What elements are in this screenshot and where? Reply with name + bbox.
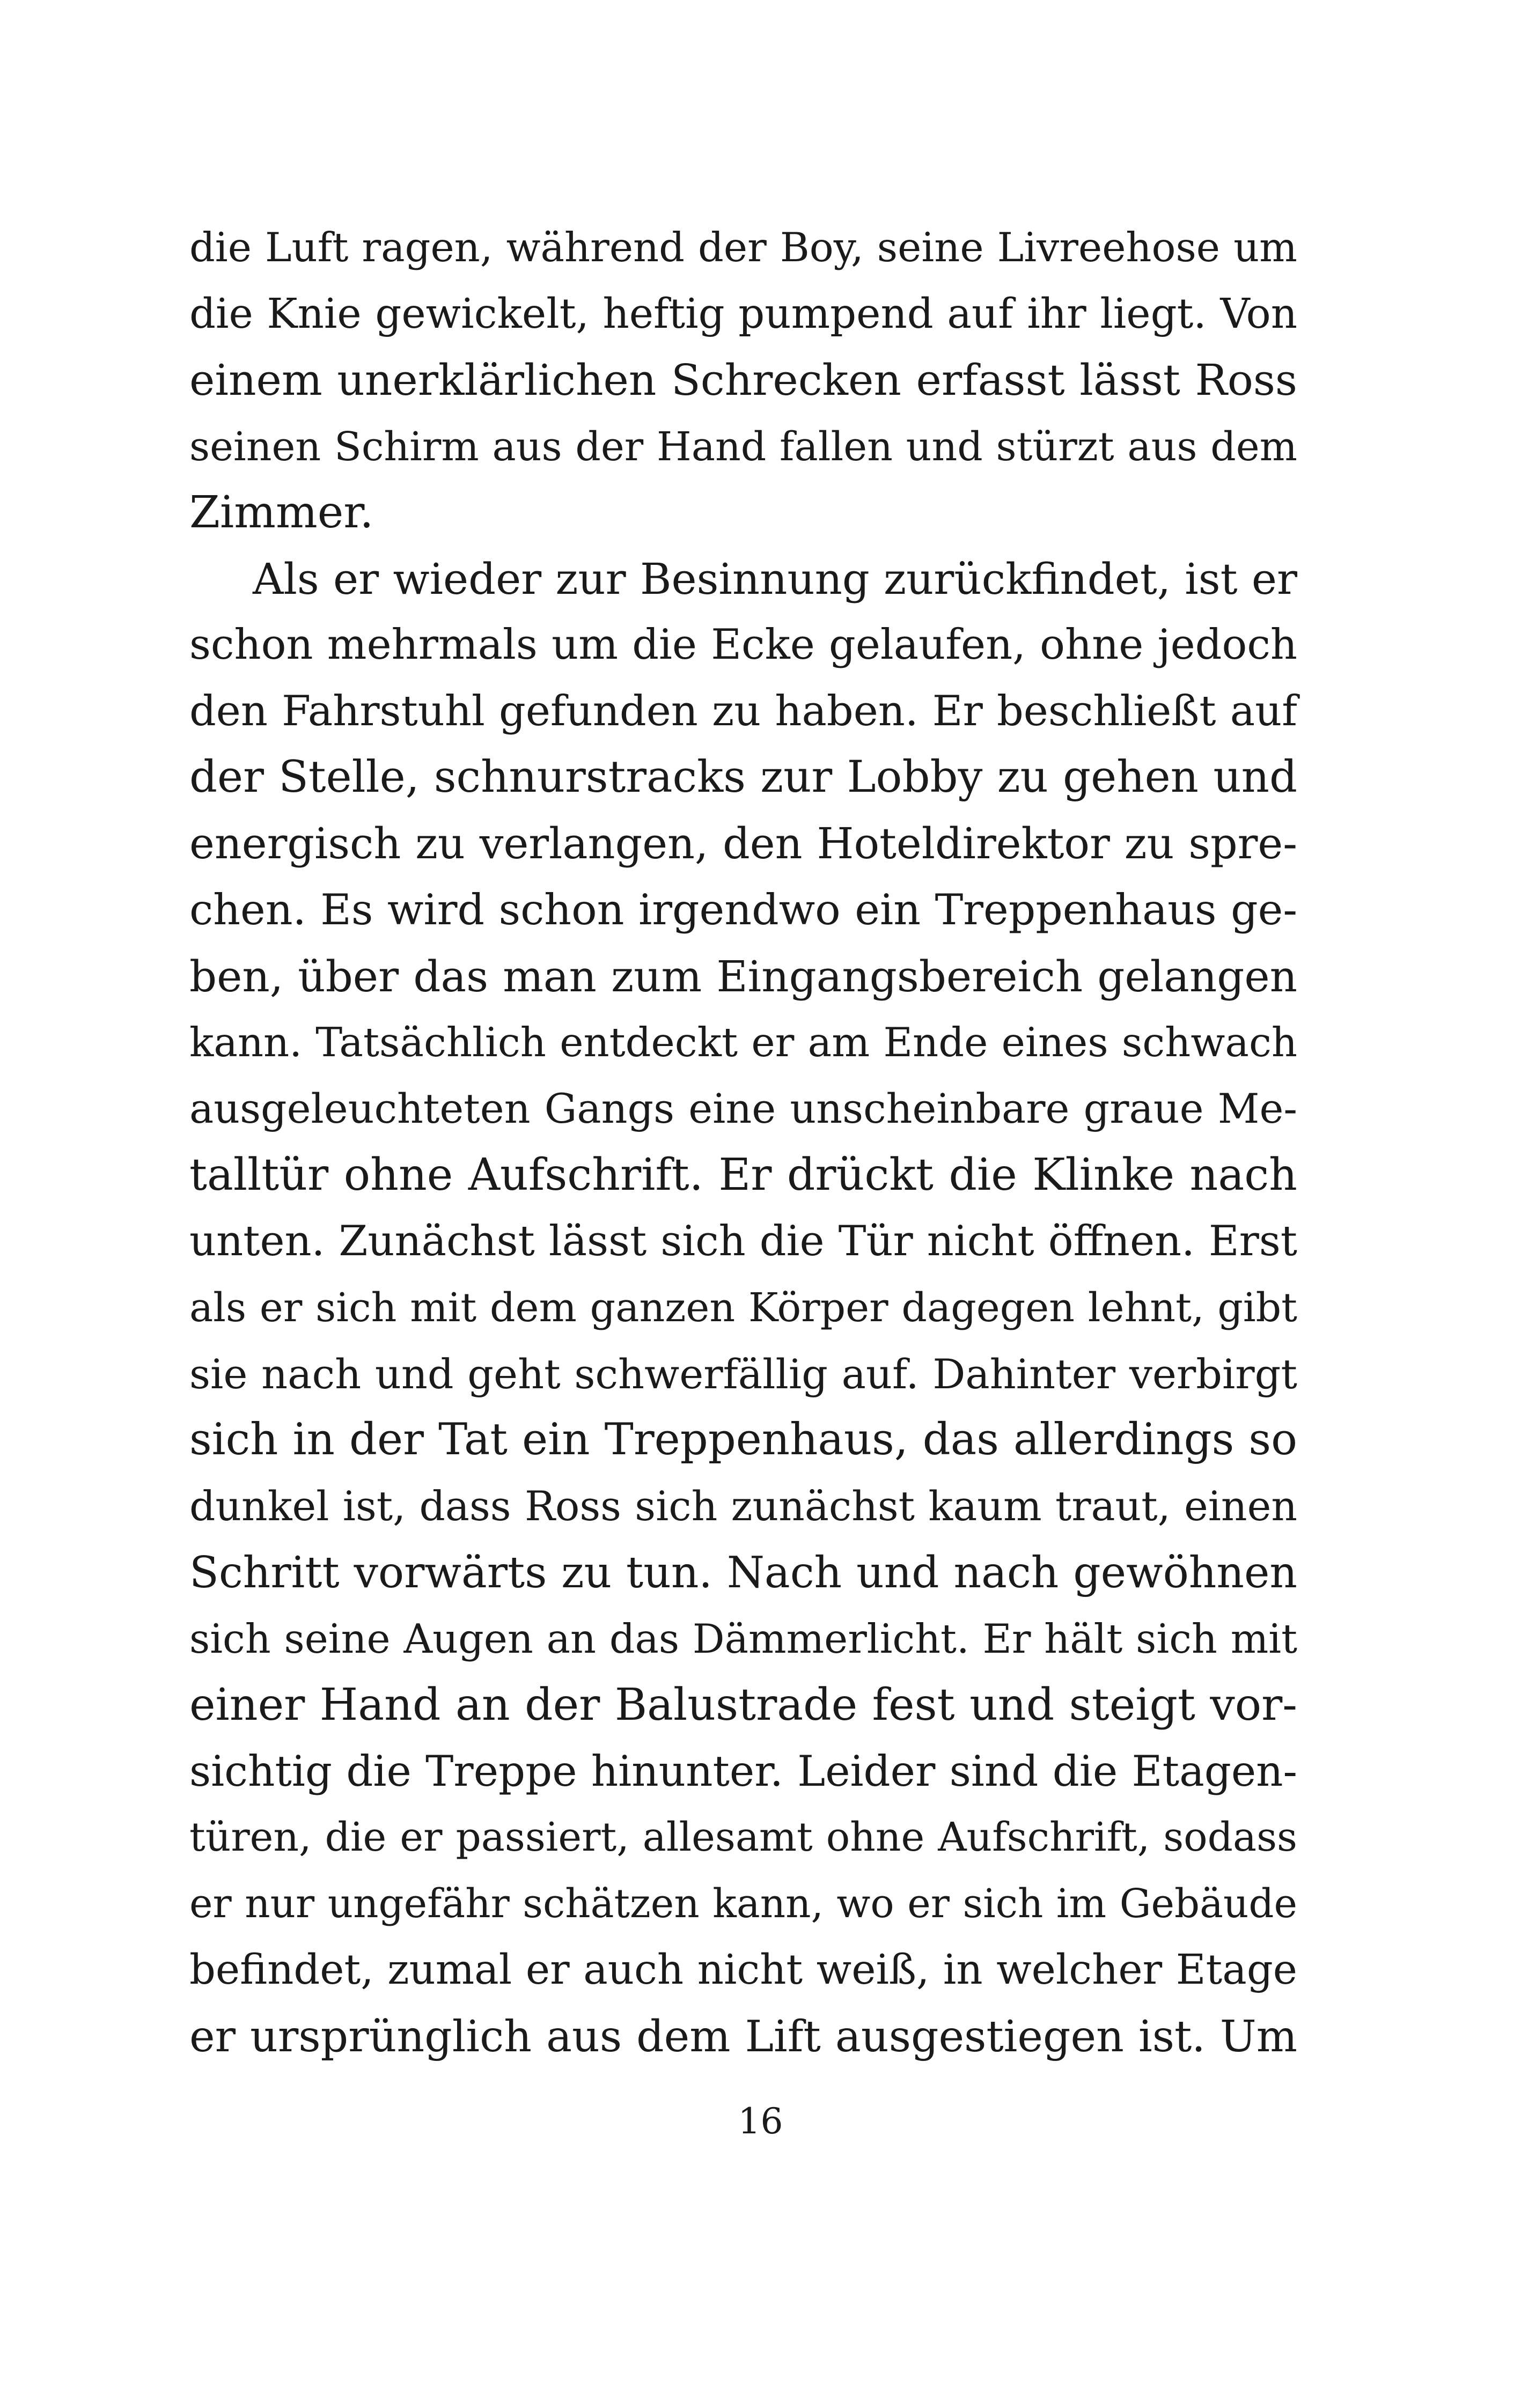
text-line: Schritt vorwärts zu tun. Nach und nach gewöhnen (189, 1548, 1297, 1597)
text-line: sie nach und geht schwerfällig auf. Dahinter verbirgt (189, 1350, 1297, 1398)
text-line: befindet, zumal er auch nicht weiß, in welcher Etage (189, 1946, 1297, 1994)
text-line: der Stelle, schnurstracks zur Lobby zu gehen und (189, 752, 1297, 802)
text-line: er nur ungefähr schätzen kann, wo er sich im Gebäude (189, 1881, 1297, 1927)
text-line: sich in der Tat ein Treppenhaus, das allerdings so (189, 1415, 1297, 1465)
text-line: talltür ohne Aufschrift. Er drückt die Klinke nach (189, 1150, 1297, 1201)
text-line: Als er wieder zur Besinnung zurückfindet, ist er (253, 554, 1297, 604)
text-line: chen. Es wird schon irgendwo ein Treppenhaus ge- (189, 885, 1297, 934)
text-line: energisch zu verlangen, den Hoteldirektor zu spre- (189, 819, 1297, 868)
text-line: die Luft ragen, während der Boy, seine Livreehose um (189, 224, 1297, 271)
text-line: einer Hand an der Balustrade fest und steigt vor- (189, 1680, 1297, 1730)
text-line: Zimmer. (189, 487, 374, 538)
text-line: unten. Zunächst lässt sich die Tür nicht öffnen. Erst (189, 1217, 1297, 1265)
text-line: er ursprünglich aus dem Lift ausgestiegen ist. Um (189, 2011, 1297, 2061)
text-line: kann. Tatsächlich entdeckt er am Ende eines schwach (189, 1019, 1297, 1066)
text-line: ben, über das man zum Eingangsbereich gelangen (189, 951, 1297, 1002)
body-text (189, 215, 1297, 2070)
text-line: ausgeleuchteten Gangs eine unscheinbare graue Me- (189, 1085, 1297, 1132)
text-line: schon mehrmals um die Ecke gelaufen, ohne jedoch (189, 621, 1297, 669)
text-line: die Knie gewickelt, heftig pumpend auf ihr liegt. Von (189, 290, 1297, 338)
text-line: den Fahrstuhl gefunden zu haben. Er beschließt auf (189, 687, 1297, 735)
text-line: dunkel ist, dass Ross sich zunächst kaum traut, einen (189, 1482, 1297, 1530)
text-line: türen, die er passiert, allesamt ohne Aufschrift, sodass (189, 1814, 1297, 1860)
page-number: 16 (738, 2101, 783, 2142)
text-line: sich seine Augen an das Dämmerlicht. Er hält sich mit (189, 1615, 1297, 1662)
text-line: einem unerklärlichen Schrecken erfasst lässt Ross (189, 355, 1297, 405)
text-line: seinen Schirm aus der Hand fallen und stürzt aus dem (189, 423, 1297, 470)
text-line: sichtig die Treppe hinunter. Leider sind die Etagen- (189, 1747, 1297, 1796)
text-line: als er sich mit dem ganzen Körper dagegen lehnt, gibt (189, 1284, 1297, 1331)
